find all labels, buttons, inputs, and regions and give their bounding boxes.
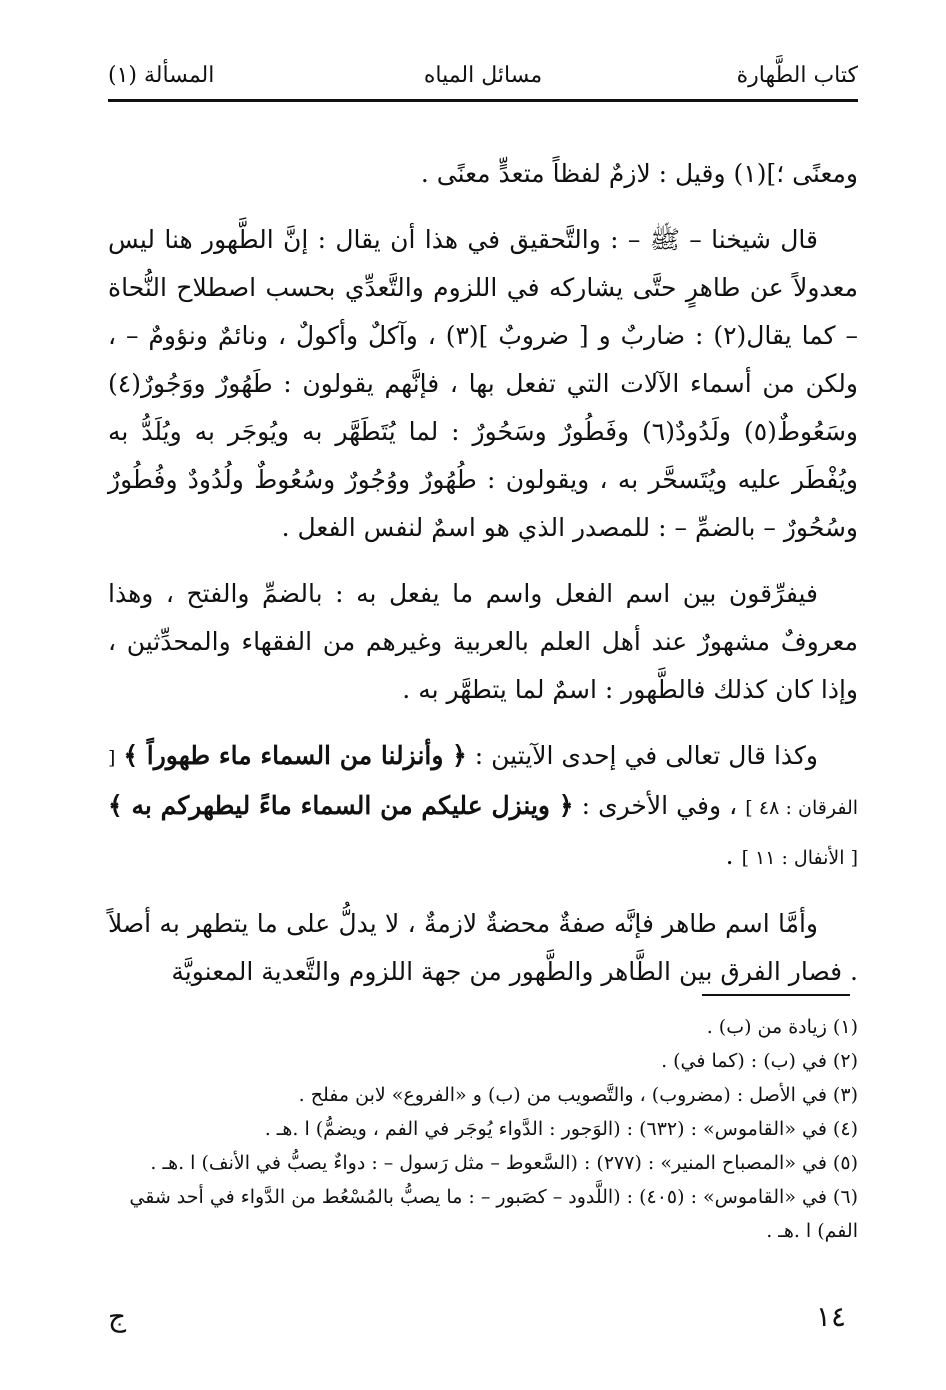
footnote-rule <box>702 994 850 996</box>
footnotes <box>108 1010 858 1248</box>
paragraph-1: ومعنًى ؛](١) وقيل : لازمٌ لفظاً متعدٍّ معنًى . <box>420 159 858 188</box>
verse-ref-2: [ الأنفال : ١١ ] <box>741 847 858 869</box>
footnote-6: (٦) في «القاموس» : (٤٠٥) : (اللَّدود – كصَبور – : ما يصبُّ بالمُسْعُط من الدَّواء في أحد شقي الفم) ا .هـ . <box>129 1186 858 1242</box>
header-rule <box>108 99 858 102</box>
footnote-3: (٣) في الأصل : (مضروب) ، والتَّصويب من (ب) و «الفروع» لابن مفلح . <box>298 1084 858 1106</box>
paragraph-last: وأمَّا اسم طاهر فإنَّه صفةٌ محضةٌ لازمةٌ ، لا يدلُّ على ما يتطهر به أصلاً . فصار الفرق بين الطَّاهر والطَّهور من جهة اللزوم والتَّعدية المعنويَّة <box>108 909 858 986</box>
paragraph-verses <box>108 732 858 882</box>
quran-verse-2: ﴿ وينزل عليكم من السماء ماءً ليطهركم به ﴾ <box>108 791 574 820</box>
header-chapter-title: مسائل المياه <box>423 62 543 88</box>
paragraph-3: فيفرِّقون بين اسم الفعل واسم ما يفعل به : بالضمِّ والفتح ، وهذا معروفٌ مشهورٌ عند أهل العلم بالعربية وغيرهم من الفقهاء والمحدِّثين ، وإذا كان كذلك فالطَّهور : اسمٌ لما يتطهَّر به . <box>108 579 858 704</box>
verse-end: . <box>725 841 734 870</box>
footnote-2: (٢) في (ب) : (كما في) . <box>661 1050 858 1072</box>
paragraph-2: قال شيخنا – ﷺ – : والتَّحقيق في هذا أن يقال : إنَّ الطَّهور هنا ليس معدولاً عن طاهرٍ حتَّى يشاركه في اللزوم والتَّعدِّي بحسب اصطلاح النُّحاة – كما يقال(٢) : ضاربٌ و [ ضروبٌ ](٣) ، وآكلٌ وأكولٌ ، ونائمٌ ونؤومٌ – ، ولكن من أسماء الآلات التي تفعل بها ، فإنَّهم يقولون : طَهُورٌ ووَجُورٌ(٤) وسَعُوطٌ(٥) ولَدُودٌ(٦) وفَطُورٌ وسَحُورٌ : لما يُتَطَهَّر به ويُوجَر به ويُلَدُّ به ويُفْطَر عليه ويُتَسحَّر به ، ويقولون : طُهُورٌ ووُجُورٌ وسُعُوطٌ ولُدُودٌ وفُطُورٌ وسُحُورٌ – بالضمِّ – : للمصدر الذي هو اسمٌ لنفس الفعل . <box>108 225 858 542</box>
verse-mid: ، وفي الأخرى : <box>581 791 738 820</box>
footnote-1: (١) زيادة من (ب) . <box>706 1016 858 1038</box>
header-issue-number: المسألة (١) <box>108 62 215 88</box>
running-header <box>108 52 858 98</box>
footnote-5: (٥) في «المصباح المنير» : (٢٧٧) : (السَّعوط – مثل رَسول – : دواءٌ يصبُّ في الأنف) ا .هـ . <box>150 1152 858 1174</box>
header-book-title: كتاب الطَّهارة <box>736 62 858 88</box>
verse-intro: وكذا قال تعالى في إحدى الآيتين : <box>474 741 818 770</box>
verse-ref-1: [ الفرقان : ٤٨ ] <box>108 747 859 819</box>
footnote-4: (٤) في «القاموس» : (٦٣٢) : (الوَجور : الدَّواء يُوجَر في الفم ، ويضمُّ) ا .هـ . <box>264 1118 858 1140</box>
main-text <box>108 150 858 1014</box>
signature-mark: ج <box>108 1300 127 1333</box>
page-number: ١٤ <box>815 1300 846 1333</box>
quran-verse-1: ﴿ وأنزلنا من السماء ماء طهوراً ﴾ <box>123 741 467 770</box>
